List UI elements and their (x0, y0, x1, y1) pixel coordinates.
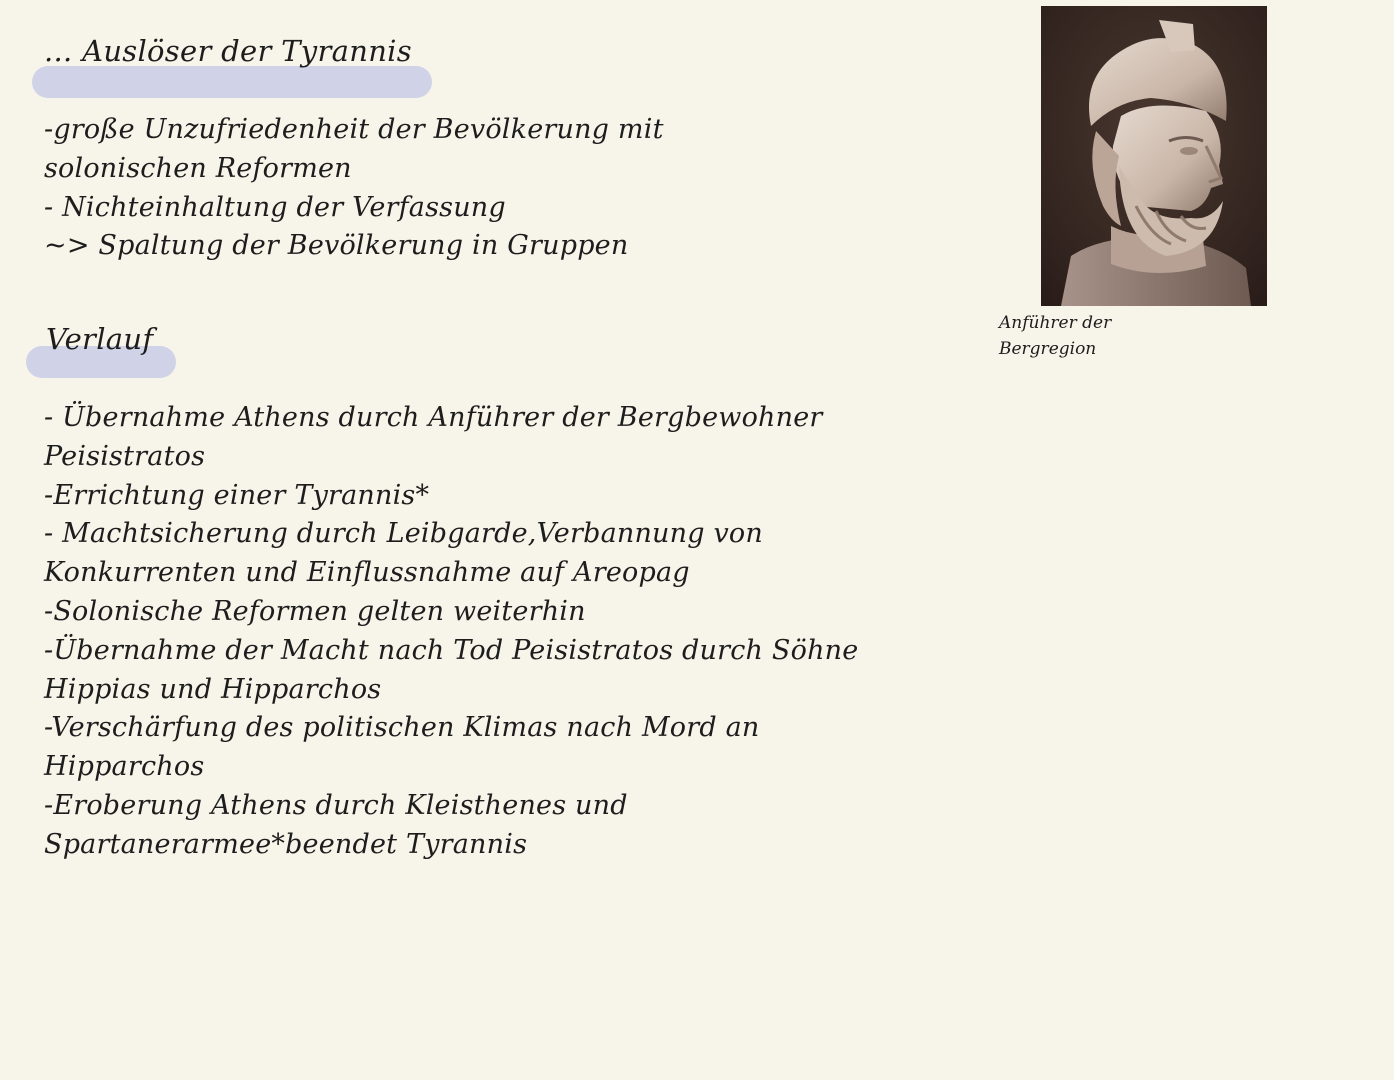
list-item: Hippias und Hipparchos (44, 673, 382, 705)
list-item: Konkurrenten und Einflussnahme auf Areopag (44, 557, 690, 589)
list-item: -Verschärfung des politischen Klimas nach Mord an (44, 712, 760, 744)
list-item: -Errichtung einer Tyrannis* (44, 479, 430, 511)
list-verlauf (44, 399, 858, 865)
heading-highlight-ausloeser (32, 66, 432, 98)
list-item: - Nichteinhaltung der Verfassung (44, 191, 506, 223)
list-item: Spartanerarmee*beendet Tyrannis (44, 828, 528, 860)
list-item: -Übernahme der Macht nach Tod Peisistratos durch Söhne (44, 634, 859, 666)
list-item: -Eroberung Athens durch Kleisthenes und (44, 789, 628, 821)
list-item: - Übernahme Athens durch Anführer der Bergbewohner (44, 402, 823, 433)
portrait-bust-image (1041, 6, 1267, 306)
heading-verlauf: Verlauf (46, 322, 154, 356)
portrait-caption-line2: Bergregion (999, 339, 1097, 359)
portrait-caption (999, 310, 1111, 362)
list-item: Peisistratos (44, 440, 206, 472)
heading-ausloeser: ... Auslöser der Tyrannis (44, 34, 412, 68)
list-item: solonischen Reformen (44, 152, 352, 184)
portrait-caption-line1: Anführer der (999, 313, 1112, 333)
list-item: -große Unzufriedenheit der Bevölkerung mit (44, 114, 664, 145)
list-item: - Machtsicherung durch Leibgarde,Verbannung von (44, 518, 763, 550)
list-item: ~> Spaltung der Bevölkerung in Gruppen (44, 230, 629, 262)
list-item: Hipparchos (44, 751, 205, 783)
list-ausloeser (44, 111, 664, 266)
bust-illustration (1041, 6, 1267, 306)
list-item: -Solonische Reformen gelten weiterhin (44, 595, 586, 627)
